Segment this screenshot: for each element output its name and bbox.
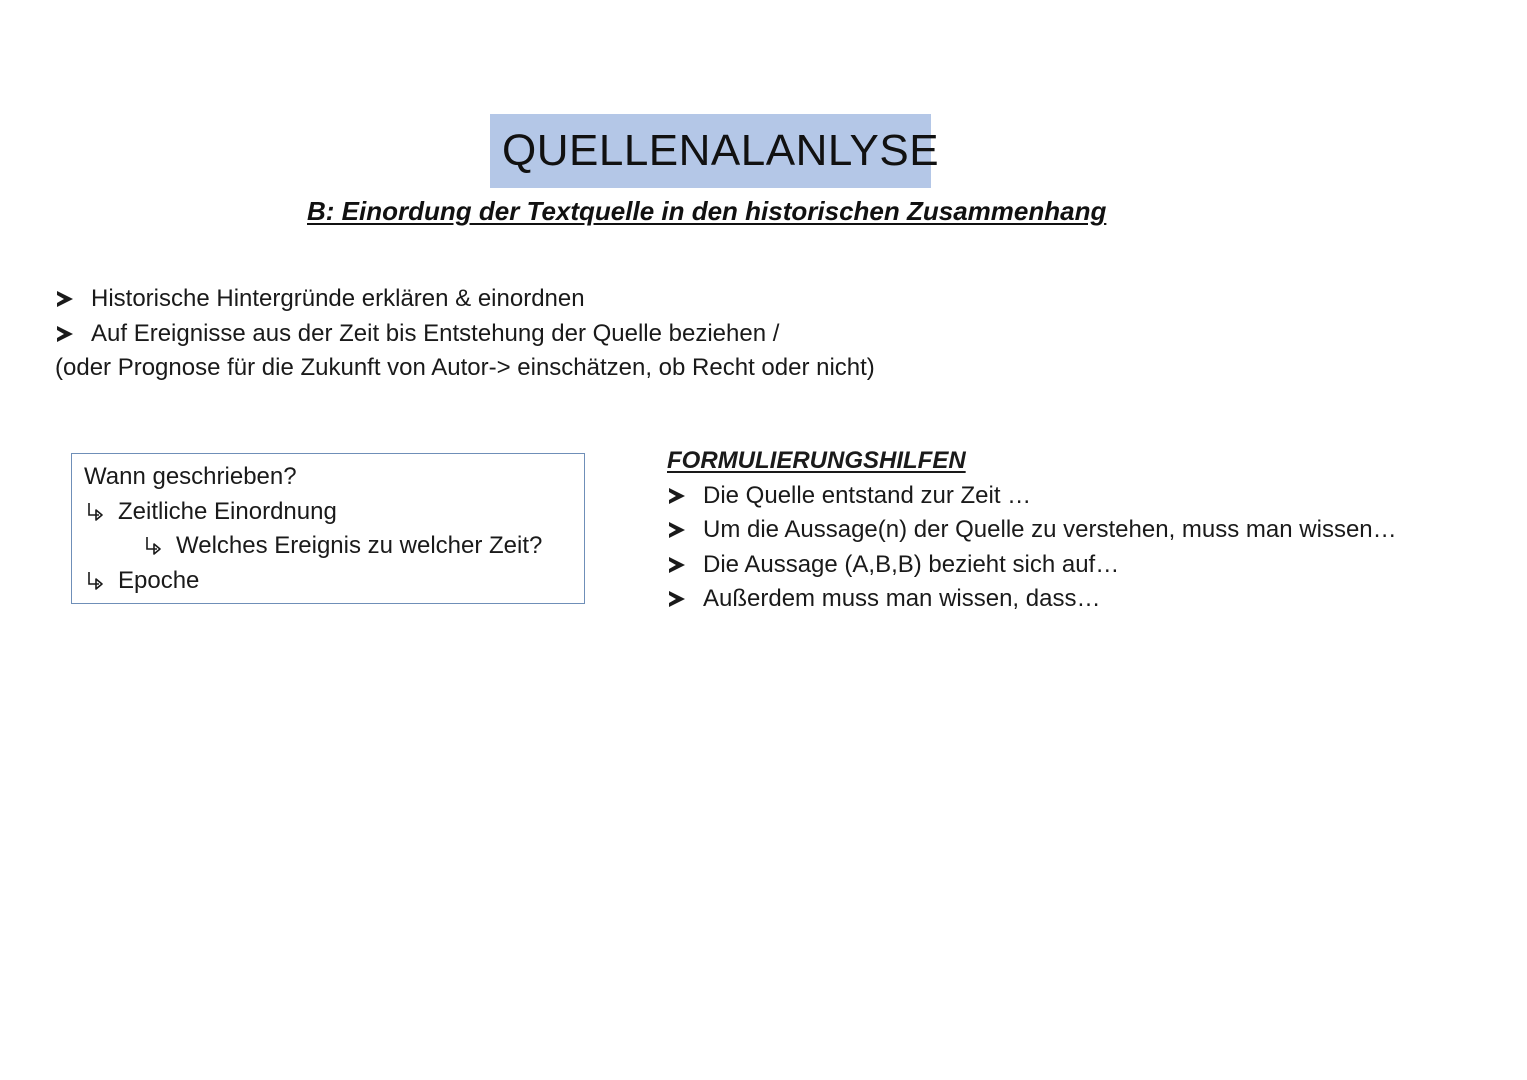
phrase-text: Die Aussage (A,B,B) bezieht sich auf…	[703, 550, 1120, 578]
question-item-text: Zeitliche Einordnung	[118, 497, 337, 525]
arrowhead-bullet-icon	[669, 488, 685, 504]
question-box	[71, 453, 585, 604]
question-item	[84, 529, 584, 564]
arrowhead-bullet-icon	[669, 557, 685, 573]
question-heading: Wann geschrieben?	[84, 463, 297, 490]
hook-arrow-icon	[142, 535, 164, 557]
page-subtitle: B: Einordung der Textquelle in den historischen Zusammenhang	[307, 196, 1107, 226]
hook-arrow-icon	[84, 501, 106, 523]
hook-arrow-icon	[84, 570, 106, 592]
phrases-heading: FORMULIERUNGSHILFEN	[667, 447, 966, 474]
phrase-text: Die Quelle entstand zur Zeit …	[703, 481, 1032, 509]
phrase-item	[667, 479, 1397, 514]
phrase-item	[667, 548, 1397, 583]
phrases-section	[667, 444, 1397, 617]
intro-bullet	[55, 317, 875, 352]
arrowhead-bullet-icon	[57, 291, 73, 307]
phrase-text: Außerdem muss man wissen, dass…	[703, 585, 1101, 612]
question-item	[84, 564, 584, 599]
phrase-item	[667, 582, 1397, 617]
intro-note: (oder Prognose für die Zukunft von Autor-> einschätzen, ob Recht oder nicht)	[55, 354, 875, 381]
phrase-text: Um die Aussage(n) der Quelle zu verstehen, muss man wissen…	[703, 516, 1397, 543]
title-banner	[490, 114, 940, 188]
arrowhead-bullet-icon	[669, 591, 685, 607]
question-item	[84, 495, 584, 530]
question-item-text: Welches Ereignis zu welcher Zeit?	[176, 532, 543, 559]
arrowhead-bullet-icon	[57, 326, 73, 342]
page-title: QUELLENALANLYSE	[502, 126, 940, 175]
phrase-item	[667, 513, 1397, 548]
question-item-text: Epoche	[118, 566, 200, 594]
intro-bullet-text: Auf Ereignisse aus der Zeit bis Entstehung der Quelle beziehen /	[91, 319, 780, 347]
intro-section	[55, 282, 875, 386]
intro-bullet	[55, 282, 875, 317]
intro-bullet-text: Historische Hintergründe erklären & einordnen	[91, 285, 585, 312]
arrowhead-bullet-icon	[669, 522, 685, 538]
